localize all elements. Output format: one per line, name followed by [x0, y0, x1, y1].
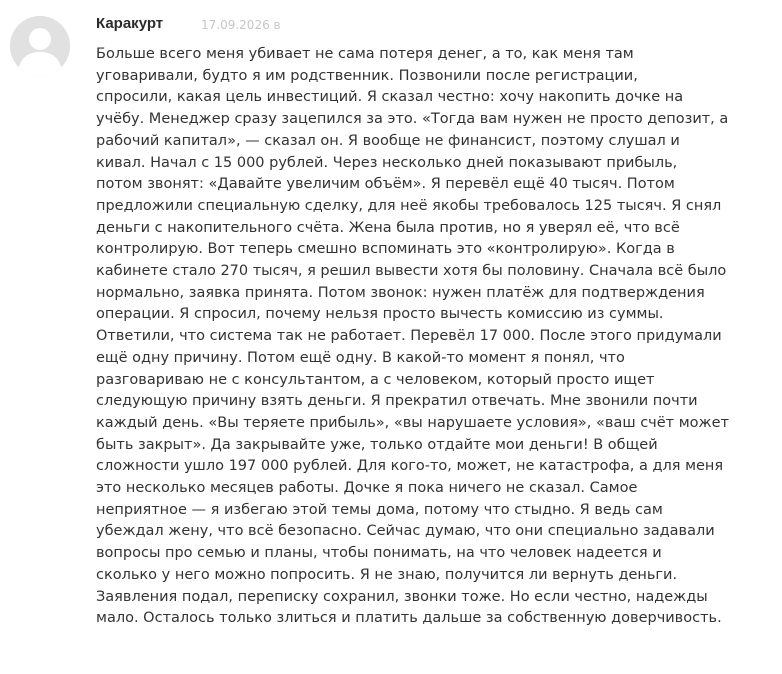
comment-text-line: учёбу. Менеджер сразу зацепился за это. «Тогда вам нужен не просто депозит, а — [96, 111, 729, 128]
comment-date[interactable]: 17.09.2026 в — [201, 18, 281, 32]
comment-text-line: каждый день. «Вы теряете прибыль», «вы нарушаете условия», «ваш счёт может — [96, 414, 729, 431]
comment-text-line: кивал. Начал с 15 000 рублей. Через несколько дней показывают прибыль, — [96, 154, 678, 171]
comment-text-line: быть закрыт». Да закрывайте уже, только отдайте мои деньги! В общей — [96, 436, 658, 453]
comment-text-line: операции. Я спросил, почему нельзя просто вычесть комиссию из суммы. — [96, 306, 664, 323]
comment-text-line: это несколько месяцев работы. Дочке я пока ничего не сказал. Самое — [96, 480, 638, 497]
comment-text-line: потом звонят: «Давайте увеличим объём». Я перевёл ещё 40 тысяч. Потом — [96, 176, 675, 193]
comment-author[interactable]: Каракурт — [96, 15, 164, 32]
comment-text-line: вопросы про семью и планы, чтобы понимать, на что человек надеется и — [96, 545, 662, 562]
comment-text-line: неприятное — я избегаю этой темы дома, потому что стыдно. Я ведь сам — [96, 501, 663, 518]
comment-text-line: рабочий капитал», — сказал он. Я вообще не финансист, поэтому слушал и — [96, 132, 680, 149]
comment-text-line: убеждал жену, что всё безопасно. Сейчас думаю, что они специально задавали — [96, 523, 715, 540]
comment-text-line: Заявления подал, переписку сохранил, звонки тоже. Но если честно, надежды — [96, 588, 708, 605]
default-user-avatar-icon — [10, 16, 70, 76]
comment-text-line: Больше всего меня убивает не сама потеря денег, а то, как меня там — [96, 46, 634, 62]
comment-text-line: ещё одну причину. Потом ещё одну. В какой-то момент я понял, что — [96, 349, 625, 366]
comment-text-line: деньги с накопительного счёта. Жена была против, но я уверял её, что всё — [96, 219, 680, 236]
comment-text-line: спросили, какая цель инвестиций. Я сказал честно: хочу накопить дочке на — [96, 89, 684, 106]
comment-text-line: разговариваю не с консультантом, а с человеком, который просто ищет — [96, 371, 655, 388]
comment-text-line: предложили специальную сделку, для неё якобы требовалось 125 тысяч. Я снял — [96, 197, 722, 214]
comment-text-line: следующую причину взять деньги. Я прекратил отвечать. Мне звонили почти — [96, 393, 698, 410]
comment-text-line: кабинете стало 270 тысяч, я решил вывести хотя бы половину. Сначала всё было — [96, 263, 727, 280]
comment-body — [96, 44, 746, 630]
comment-text-line: Ответили, что система так не работает. Перевёл 17 000. После этого придумали — [96, 328, 722, 345]
comment-text-line: сколько у него можно попросить. Я не знаю, получится ли вернуть деньги. — [96, 566, 678, 583]
comment-text-line: нормально, заявка принята. Потом звонок: нужен платёж для подтверждения — [96, 284, 705, 301]
comment-text-line: сложности ушло 197 000 рублей. Для кого-то, может, не катастрофа, а для меня — [96, 458, 724, 475]
comment-text-line: мало. Осталось только злиться и платить дальше за собственную доверчивость. — [96, 610, 722, 627]
comment-text-line: контролирую. Вот теперь смешно вспоминать это «контролирую». Когда в — [96, 241, 675, 258]
comment-text-line: уговаривали, будто я им родственник. Позвонили после регистрации, — [96, 67, 638, 84]
